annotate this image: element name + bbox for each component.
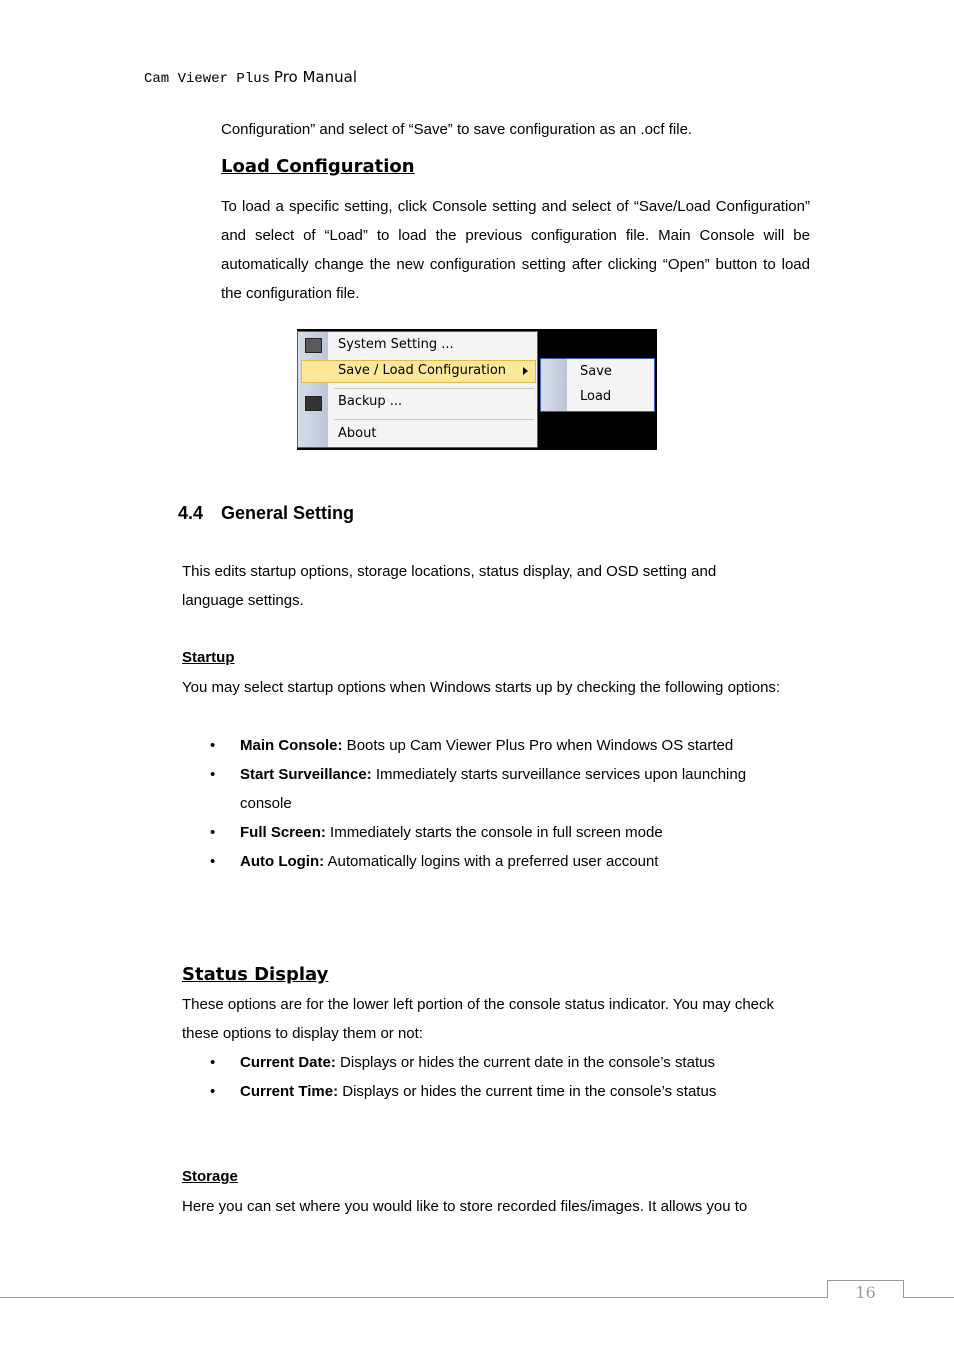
bullet-text: Displays or hides the current date in the console’s status: [335, 1054, 715, 1071]
general-paragraph: This edits startup options, storage locations, status display, and OSD setting and language settings.: [182, 563, 717, 609]
menu-item-save-load-configuration[interactable]: Save / Load Configuration: [338, 363, 507, 378]
page-header: [144, 68, 357, 87]
storage-heading: Storage: [182, 1168, 238, 1185]
menu-separator: [334, 419, 534, 420]
list-item: [182, 760, 810, 818]
status-display-paragraph: These options are for the lower left portion of the console status indicator. You may check these options to display them or not:: [182, 996, 775, 1042]
list-item: [182, 1048, 810, 1077]
bullet-text: Immediately starts the console in full screen mode: [325, 824, 663, 841]
list-item: [182, 731, 810, 760]
bullet-term: Auto Login:: [240, 853, 325, 870]
list-item: [182, 1077, 810, 1106]
bullet-term: Full Screen:: [240, 824, 326, 841]
floppy-disk-icon: [305, 396, 322, 411]
page-number: 16: [827, 1280, 904, 1298]
footer-rule: [0, 1297, 954, 1298]
header-title-mono: Cam Viewer Plus: [144, 71, 271, 87]
bullet-text: Automatically logins with a preferred user account: [324, 853, 659, 870]
submenu: [540, 358, 655, 412]
section-title: General Setting: [221, 503, 355, 523]
bullet-term: Current Time:: [240, 1083, 339, 1100]
submenu-arrow-icon: [523, 367, 528, 375]
bullet-text: Immediately starts surveillance services upon launching console: [240, 766, 747, 812]
menu-item-backup[interactable]: Backup ...: [338, 394, 403, 409]
list-item: [182, 818, 810, 847]
load-config-paragraph: To load a specific setting, click Console setting and select of “Save/Load Configuration” and select of “Load” to load the previous configuration file. Main Console will be automatically change the new configuration setting after clicking “Open” button to load the configuration file.: [221, 198, 810, 302]
bullet-term: Current Date:: [240, 1054, 336, 1071]
status-display-list: [182, 1048, 810, 1106]
bullet-term: Main Console:: [240, 737, 343, 754]
menu-item-about[interactable]: About: [338, 426, 377, 441]
bullet-term: Start Surveillance:: [240, 766, 372, 783]
menu-screenshot: [297, 329, 657, 450]
submenu-item-save[interactable]: Save: [580, 364, 612, 379]
section-heading: [178, 503, 354, 524]
section-number: 4.4: [178, 503, 204, 523]
bullet-text: Boots up Cam Viewer Plus Pro when Windows OS started: [342, 737, 734, 754]
startup-paragraph: You may select startup options when Windows starts up by checking the following options:: [182, 679, 781, 696]
submenu-strip: [541, 359, 567, 411]
list-item: [182, 847, 810, 876]
header-title-sans: Pro Manual: [273, 68, 357, 86]
menu-item-system-setting[interactable]: System Setting ...: [338, 337, 454, 352]
status-display-heading: Status Display: [182, 964, 329, 985]
bullet-text: Displays or hides the current time in the console’s status: [338, 1083, 717, 1100]
system-setting-icon: [305, 338, 322, 353]
startup-list: [182, 731, 810, 876]
submenu-item-load[interactable]: Load: [580, 389, 612, 404]
storage-paragraph: Here you can set where you would like to store recorded files/images. It allows you to: [182, 1198, 748, 1215]
startup-heading: Startup: [182, 649, 235, 666]
load-config-heading: Load Configuration: [221, 156, 415, 177]
intro-line: Configuration” and select of “Save” to save configuration as an .ocf file.: [221, 121, 693, 138]
menu-separator: [334, 388, 534, 389]
context-menu: [297, 331, 538, 448]
